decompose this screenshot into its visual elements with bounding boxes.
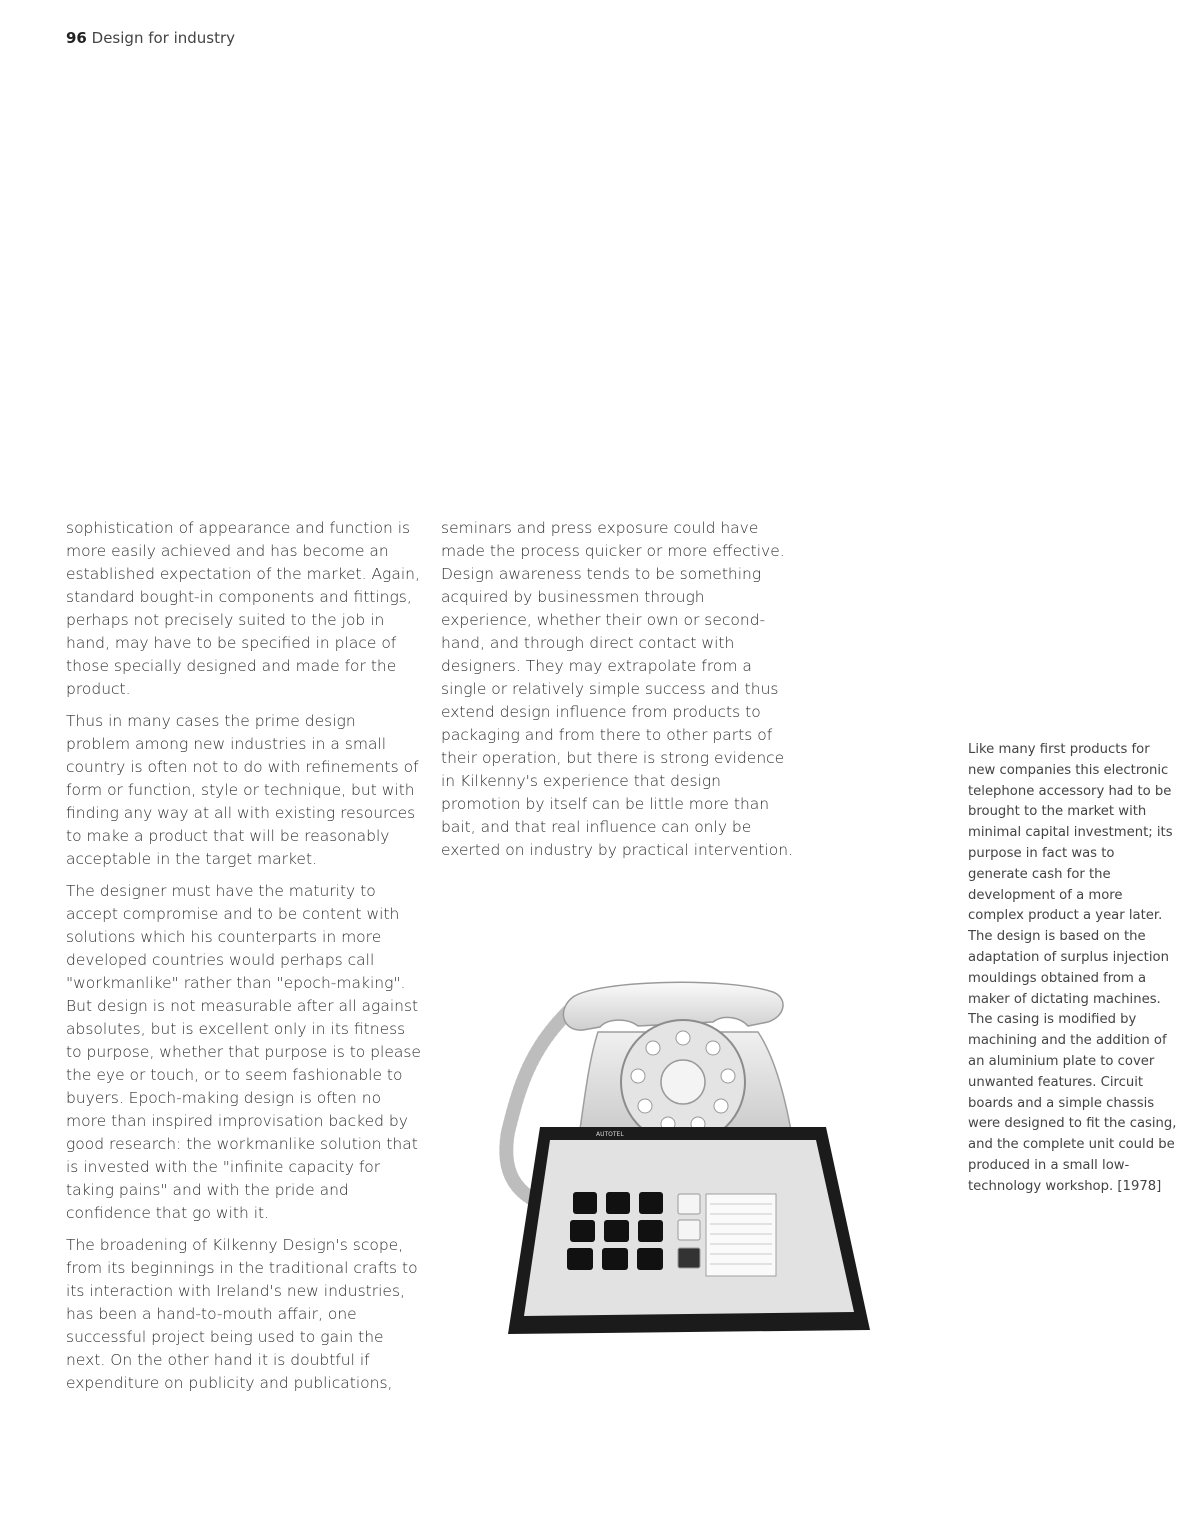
photo-caption <box>968 740 1178 1198</box>
caption-text: Like many first products for new companies this electronic telephone accessory had to be brought to the market with minimal capital investment; its purpose in fact was to generate cash for the development of a more complex product a year later. The design is based on the adaptation of surplus injection mouldings obtained from a maker of dictating machines. The casing is modified by machining and the addition of an aluminium plate to cover unwanted features. Circuit boards and a simple chassis were designed to fit the casing, and the complete unit could be produced in a small low-technology workshop. <box>968 742 1177 1194</box>
body-paragraph: sophistication of appearance and function is more easily achieved and has become an established expectation of the market. Again, standard bought-in components and fittings, perhaps not precisely suited to the job in hand, may have to be specified in place of those specially designed and made for the product. <box>66 519 420 698</box>
body-paragraph: Thus in many cases the prime design problem among new industries in a small country is often not to do with refinements of form or function, style or technique, but with finding any way at all with existing resources to make a product that will be reasonably acceptable in the target market. <box>66 712 419 868</box>
text-column-middle <box>441 517 799 871</box>
body-paragraph: The broadening of Kilkenny Design's scope, from its beginnings in the traditional crafts to its interaction with Ireland's new industries, has been a hand-to-mouth affair, one successful project being used to gain the next. On the other hand it is doubtful if expenditure on publicity and publications, <box>66 1236 418 1392</box>
body-paragraph: seminars and press exposure could have made the process quicker or more effective. Design awareness tends to be something acquired by businessmen through experience, whether their own or second-hand, and through direct contact with designers. They may extrapolate from a single or relatively simple success and thus extend design influence from products to packaging and from there to other parts of their operation, but there is strong evidence in Kilkenny's experience that design promotion by itself can be little more than bait, and that real influence can only be exerted on industry by practical intervention. <box>441 519 793 859</box>
text-column-left <box>66 517 424 1404</box>
keypad <box>567 1192 663 1270</box>
directory-card <box>706 1194 776 1276</box>
function-keys <box>678 1194 700 1268</box>
page-number: 96 <box>66 29 87 47</box>
brand-label: AUTOTEL <box>596 1131 624 1138</box>
body-paragraph: The designer must have the maturity to accept compromise and to be content with solutions which his counterparts in more developed countries would perhaps call "workmanlike" rather than "epoch-making". But design is not measurable after all against absolutes, but is excellent only in its fitness to purpose, whether that purpose is to please the eye or touch, or to seem fashionable to buyers. Epoch-making design is often no more than inspired improvisation backed by good research: the workmanlike solution that is invested with the "infinite capacity for taking pains" and with the pride and confidence that go with it. <box>66 882 421 1222</box>
running-header <box>66 29 235 47</box>
section-title: Design for industry <box>91 29 236 47</box>
dial-center <box>661 1060 705 1104</box>
telephone-accessory-photo <box>478 972 878 1352</box>
caption-year: [1978] <box>1117 1178 1162 1194</box>
